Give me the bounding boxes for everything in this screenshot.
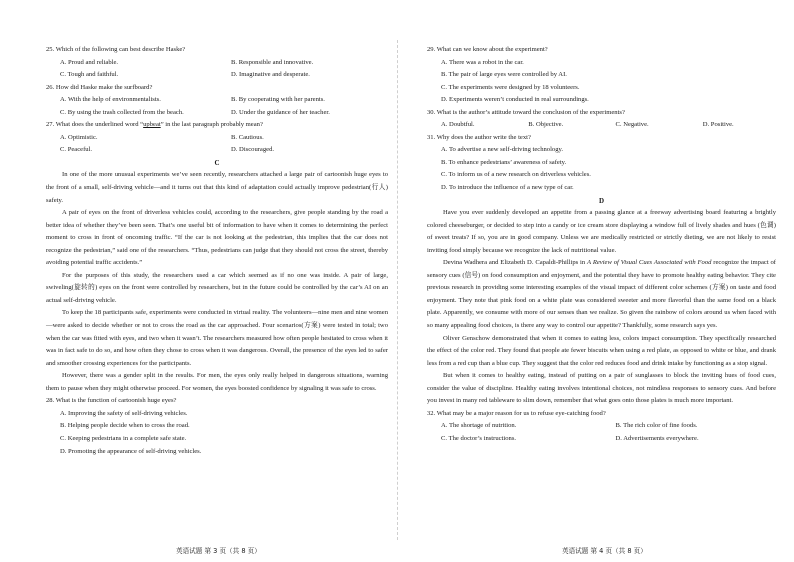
passage-c-paragraph-2: A pair of eyes on the front of driverless vehicles could, according to the researchers, give people standing by the road a better idea of whether they’ve been seen. That’s one useful bit of information to have when it comes to determining the perfect moment to cross in front of oncoming traffic. “If the car is not looking at the pedestrian, this implies that the car does not recognize the pedestrian,” said one of the researchers. “Thus, pedestrians can judge that they should not cross the street, thereby avoiding potential traffic accidents.” [46, 209, 388, 267]
passage-c-paragraph-1: In one of the more unusual experiments we’ve seen recently, researchers attached a large pair of cartoonish huge eyes to the front of a small, self-driving vehicle—and it turns out that this kind of adaptation could actually improve pedestrian(行人) safety. [46, 171, 388, 204]
page-divider [397, 40, 398, 540]
passage-d-paragraph-3: Oliver Genschow demonstrated that when it comes to eating less, colors impact consumption. They specifically researched the effect of the color red. They found that people ate fewer biscuits when using a red plate, as opposed to white or blue, and drank less from a red cup than a blue cup. They suggest that the color red reduces food and drink intake by functioning as a stop signal. [427, 334, 776, 367]
option-28b: B. Helping people decide when to cross the road. [60, 422, 190, 430]
option-29b: B. The pair of large eyes were controlled by AI. [441, 71, 567, 79]
option-26d: D. Under the guidance of her teacher. [231, 108, 330, 116]
question-30-options [427, 119, 776, 132]
option-31b: B. To enhance pedestrians’ awareness of safety. [441, 158, 567, 166]
option-32b: B. The rich color of fine foods. [615, 422, 698, 430]
option-29c: C. The experiments were designed by 18 volunteers. [441, 83, 580, 91]
q27-underlined-word: upbeat [143, 121, 161, 129]
option-28c: C. Keeping pedestrians in a complete safe state. [60, 434, 187, 442]
option-25a: A. Proud and reliable. [60, 58, 119, 66]
question-26-stem: 26. How did Haske make the surfboard? [46, 83, 153, 91]
option-25c: C. Tough and faithful. [60, 71, 119, 79]
question-31-stem: 31. Why does the author write the text? [427, 133, 531, 141]
question-26-options [46, 94, 388, 119]
page-4-column [427, 44, 776, 446]
question-25-stem: 25. Which of the following can best describe Haske? [46, 46, 186, 53]
passage-d-p2-title: A Review of Visual Cues Associated with Food [587, 259, 712, 267]
option-30d: D. Positive. [702, 121, 734, 129]
passage-c-paragraph-3: For the purposes of this study, the researchers used a car which seemed as if no one was inside. A pair of large, swiveling(旋转的) eyes on the front were controlled by researchers, but in the future could be controlled by the car’s AI on an actual self-driving vehicle. [46, 271, 388, 304]
question-29-options [427, 57, 776, 107]
option-27a: A. Optimistic. [60, 133, 98, 141]
option-29a: A. There was a robot in the car. [441, 58, 524, 66]
question-30-stem: 30. What is the author’s attitude toward the conclusion of the experiments? [427, 108, 625, 116]
passage-d-paragraph-1: Have you ever suddenly developed an appetite from a passing glance at a freeway advertising board featuring a brightly colored cheeseburger, or decided to step into a candy or ice cream store displaying a window full of lively shades and hues (色调) of sweet treats? If so, you are in good company. Unless we are medically restricted or strictly dieting, we are not likely to resist inviting food simply because we recognize the lack of nutritional value. [427, 209, 776, 254]
question-27-stem [46, 119, 388, 132]
question-31-options [427, 144, 776, 194]
passage-d-paragraph-2 [427, 257, 776, 332]
question-25-options [46, 57, 388, 82]
passage-c-paragraph-5: However, there was a gender split in the results. For men, the eyes only really helped in dangerous situations, warning them to pause when they might otherwise proceed. For women, the eyes boosted confidence by signaling it was safe to cross. [46, 372, 388, 392]
option-26a: A. With the help of environmentalists. [60, 96, 161, 104]
option-30b: B. Objective. [528, 121, 564, 129]
passage-d-paragraph-4: But when it comes to healthy eating, instead of putting on a pair of sunglasses to block the inviting hues of food cues, consider the value of discipline. Healthy eating involves intentional choices, not mindless responses to sensory cues. And before you invest in many red tableware to slim down, remember that what goes onto those plates is much more important. [427, 372, 776, 405]
question-32-options [427, 420, 776, 445]
option-28a: A. Improving the safety of self-driving vehicles. [60, 409, 188, 417]
question-29-stem: 29. What can we know about the experiment? [427, 46, 548, 53]
option-32a: A. The shortage of nutrition. [441, 422, 517, 430]
q27-stem-after: ” in the last paragraph probably mean? [160, 121, 263, 129]
page-3-footer: 英语试题 第 3 页（共 8 页） [176, 547, 261, 555]
option-32c: C. The doctor’s instructions. [441, 434, 517, 442]
question-27-options [46, 132, 388, 157]
option-32d: D. Advertisements everywhere. [615, 434, 699, 442]
option-31d: D. To introduce the influence of a new type of car. [441, 184, 574, 192]
question-32-stem: 32. What may be a major reason for us to refuse eye-catching food? [427, 409, 606, 417]
option-27d: D. Discouraged. [231, 146, 275, 154]
option-30c: C. Negative. [615, 121, 649, 129]
section-c-heading: C [214, 158, 220, 167]
option-31a: A. To advertise a new self-driving technology. [441, 146, 564, 154]
passage-d-p2-before: Devina Wadhera and Elizabeth D. Capaldi-Phillips in [443, 259, 588, 267]
page-3-column [46, 44, 388, 458]
passage-c-paragraph-4: To keep the 18 participants safe, experiments were conducted in virtual reality. The volunteers—nine men and nine women—were asked to decide whether or not to cross the road as the car approached. Four scenarios(方案) were tested in total; two when the car was fitted with eyes, and two when it wasn’t. The researchers measured how often people hesitated to cross when it was in fact safe to do so, and how often they chose to cross when it was dangerous. Overall, the presence of the eyes led to safer and smoother crossing experiences for the participants. [46, 309, 388, 367]
option-25d: D. Imaginative and desperate. [231, 71, 310, 79]
option-31c: C. To inform us of a new research on driverless vehicles. [441, 171, 591, 179]
option-26b: B. By cooperating with her parents. [231, 96, 325, 104]
page-4-footer: 英语试题 第 4 页（共 8 页） [562, 547, 647, 555]
question-28-options [46, 408, 388, 458]
option-26c: C. By using the trash collected from the beach. [60, 108, 184, 116]
option-28d: D. Promoting the appearance of self-driving vehicles. [60, 447, 202, 455]
option-27c: C. Peaceful. [60, 146, 93, 154]
passage-d-p2-after: recognize the impact of sensory cues (信号) on food consumption and enjoyment, and the potential they have to promote healthy eating behavior. They cite previous research in providing some interesting examples of the visual impact of different color schemes (方案) on taste and food enjoyment. They note that pink food on a white plate was considered sweeter and more flavorful than the same food on a black plate. Apparently, we consume with more of our senses than we realize. So given the rainbow of colors around us when faced with so many appealing food choices, is there any way to control our appetite? Thankfully, some research says yes. [427, 259, 777, 330]
q27-stem-before: 27. What does the underlined word “ [46, 121, 144, 129]
question-28-stem: 28. What is the function of cartoonish huge eyes? [46, 397, 177, 405]
option-30a: A. Doubtful. [441, 121, 475, 129]
option-27b: B. Cautious. [231, 133, 264, 141]
option-25b: B. Responsible and innovative. [231, 58, 314, 66]
option-29d: D. Experiments weren’t conducted in real surroundings. [441, 96, 589, 104]
section-d-heading: D [598, 196, 605, 205]
